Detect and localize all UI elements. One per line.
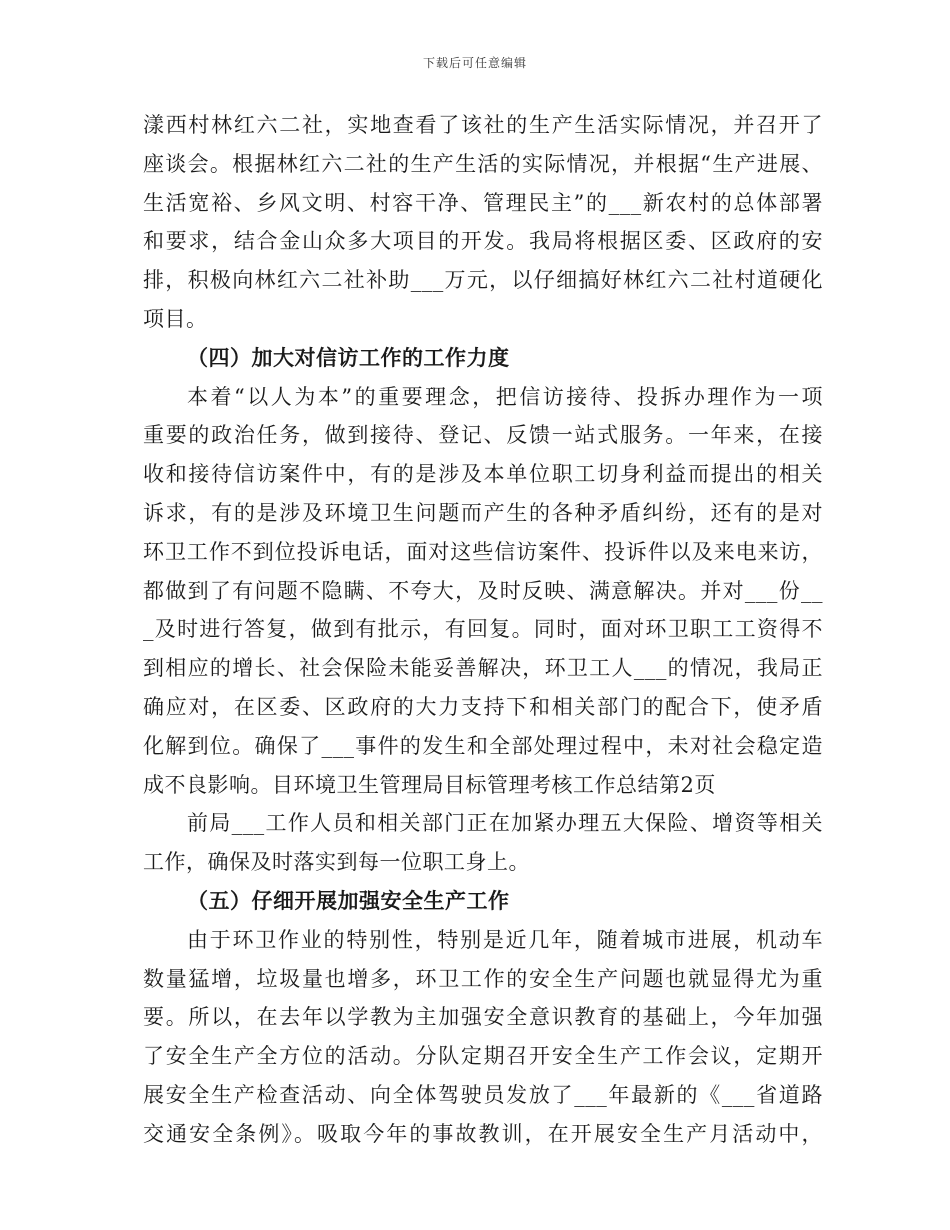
text-line: 收和接待信访案件中，有的是涉及本单位职工切身利益而提出的相关 <box>143 462 823 487</box>
text-line: 交通安全条例》。吸取今年的事故教训，在开展安全生产月活动中， <box>143 1121 823 1146</box>
text-line: 工作，确保及时落实到每一位职工身上。 <box>143 850 530 875</box>
paragraph <box>143 378 823 805</box>
document-body <box>143 106 823 1154</box>
text-line: 由于环卫作业的特别性，特别是近几年，随着城市进展，机动车 <box>187 927 823 952</box>
text-line: 确应对，在区委、区政府的大力支持下和相关部门的配合下，使矛盾 <box>143 694 823 719</box>
text-line: 重要的政治任务，做到接待、登记、反馈一站式服务。一年来，在接 <box>143 423 823 448</box>
text-line: 数量猛增，垃圾量也增多，环卫工作的安全生产问题也就显得尤为重 <box>143 966 823 991</box>
paragraph <box>143 804 823 882</box>
text-line: 漾西村林红六二社，实地查看了该社的生产生活实际情况，并召开了 <box>143 113 823 137</box>
text-line: 座谈会。根据林红六二社的生产生活的实际情况，并根据“生产进展、 <box>143 151 823 176</box>
page-header-note: 下载后可任意编辑 <box>422 56 527 70</box>
text-line: 展安全生产检查活动、向全体驾驶员发放了___年最新的《___省道路 <box>143 1082 823 1107</box>
text-line: 了安全生产全方位的活动。分队定期召开安全生产工作会议，定期开 <box>143 1044 823 1069</box>
text-line: 化解到位。确保了___事件的发生和全部处理过程中，未对社会稳定造 <box>143 733 823 758</box>
text-line: _及时进行答复，做到有批示，有回复。同时，面对环卫职工工资得不 <box>143 617 823 642</box>
text-line: 都做到了有问题不隐瞒、不夸大，及时反映、满意解决。并对___份__ <box>143 578 823 603</box>
text-line: 要。所以，在去年以学教为主加强安全意识教育的基础上，今年加强 <box>143 1005 823 1030</box>
text-line: 成不良影响。目环境卫生管理局目标管理考核工作总结第2页 <box>143 772 716 797</box>
text-line: 诉求，有的是涉及环境卫生问题而产生的各种矛盾纠纷，还有的是对 <box>143 500 823 525</box>
text-line: 到相应的增长、社会保险未能妥善解决，环卫工人___的情况，我局正 <box>143 656 823 681</box>
heading-text: （四）加大对信访工作的工作力度 <box>187 344 510 370</box>
heading-text: （五）仔细开展加强安全生产工作 <box>187 887 510 913</box>
text-line: 环卫工作不到位投诉电话，面对这些信访案件、投诉件以及来电来访， <box>143 539 823 564</box>
text-line: 排，积极向林红六二社补助___万元，以仔细搞好林红六二社村道硬化 <box>143 268 823 293</box>
paragraph <box>143 106 823 339</box>
text-line: 本着“以人为本”的重要理念，把信访接待、投拆办理作为一项 <box>187 384 823 409</box>
text-line: 项目。 <box>143 306 208 331</box>
text-line: 和要求，结合金山众多大项目的开发。我局将根据区委、区政府的安 <box>143 229 823 254</box>
text-line: 生活宽裕、乡风文明、村容干净、管理民主”的___新农村的总体部署 <box>143 190 823 215</box>
text-line: 前局___工作人员和相关部门正在加紧办理五大保险、增资等相关 <box>187 811 823 836</box>
paragraph <box>143 921 823 1154</box>
section-heading <box>143 882 823 921</box>
section-heading <box>143 339 823 378</box>
